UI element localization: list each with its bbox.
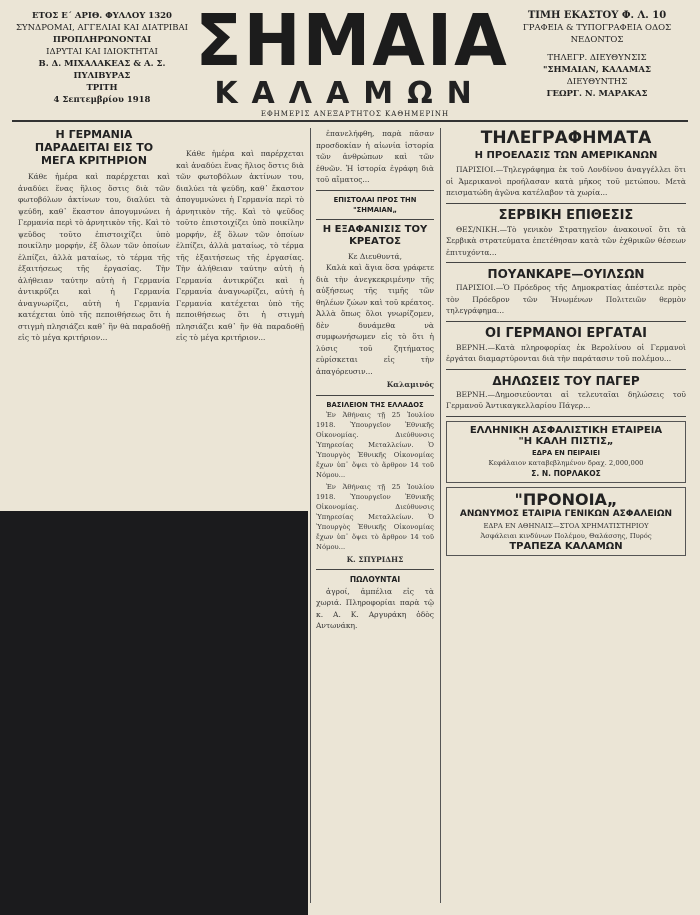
insurance-ad-1 [446,421,686,484]
column-1b [176,148,304,346]
decree-body: Ἐν Ἀθήναις τῇ 25 Ἰουλίου 1918. Ὑπουργεῖον Ἐθνικῆς Οἰκονομίας. Διεύθυνσις Ὑπηρεσίας Μεταλλείων. Ὁ Ὑπουργὸς Ἐθνικῆς Οἰκονομίας ἔχων ὑπ᾽ ὄψει τὸ ἄρθρον 14 τοῦ Νόμου... [316,410,434,479]
poincare-wilson-text: ΠΑΡΙΣΙΟΙ.—Ὁ Πρόεδρος τῆς Δημοκρατίας ἀπέστειλε πρὸς τὸν Πρόεδρον τῶν Ἡνωμένων Πολιτειῶν θερμὸν τηλεγράφημα... [446,283,686,315]
divider [446,416,686,417]
ad1-seat: ΕΔΡΑ ΕΝ ΠΕΙΡΑΙΕΙ [531,448,600,457]
ad1-title: ΕΛΛΗΝΙΚΗ ΑΣΦΑΛΙΣΤΙΚΗ ΕΤΑΙΡΕΙΑ [469,424,663,436]
minister-signature: Κ. ΣΠΥΡΙΔΗΣ [346,554,404,564]
masthead-tagline: ΕΦΗΜΕΡΙΣ ΑΝΕΞΑΡΤΗΤΟΣ ΚΑΘΗΜΕΡΙΝΗ [260,110,450,118]
letters-label: ΕΠΙΣΤΟΛΑΙ ΠΡΟΣ ΤΗΝ "ΣΗΜΑΙΑΝ„ [333,195,417,214]
ad1-capital: Κεφάλαιον καταβεβλημένον δραχ. 2,000,000 [488,458,644,467]
ad1-representative: Σ. Ν. ΠΟΡΛΑΚΟΣ [531,468,601,478]
ad2-coverage: Ἀσφάλειαι κινδύνων Πολέμου, Θαλάσσης, Πυρός [480,531,652,540]
dark-occlusion [0,511,308,915]
letter-greeting: Κε Διευθυντά, [348,251,402,261]
letter-signature: Καλαμινός [386,380,434,389]
article-headline: Η ΓΕΡΜΑΝΙΑ ΠΑΡΑΔΕΙΤΑΙ ΕΙΣ ΤΟ ΜΕΓΑ ΚΡΙΤΗΡΙΟΝ [34,128,154,167]
founders-label: ΙΔΡΥΤΑΙ ΚΑΙ ΙΔΙΟΚΤΗΤΑΙ [46,47,158,57]
insurance-ad-2 [446,487,686,556]
decree-header: ΒΑΣΙΛΕΙΟΝ ΤΗΣ ΕΛΛΑΔΟΣ [326,400,424,409]
masthead-right [504,10,690,100]
telegraph-label: ΤΗΛΕΓΡ. ΔΙΕΥΘΥΝΣΙΣ [547,53,647,63]
letter-body: Καλὰ καὶ ἅγια ὅσα γράφετε διὰ τὴν ἀνεγκεκριμένην τῆς αὐξήσεως τῆς τιμῆς τῶν θηλέων ζώων καὶ τοῦ κρέατος. Ἀλλὰ ὅπως ὅλοι γνωρίζομεν, δὲν δυνάμεθα νὰ συμφωνήσωμεν εἰς τὸ ὅτι ἡ λύσις τοῦ ζητήματος εὑρίσκεται εἰς τὴν ἀπαγόρευσιν... [316,263,434,376]
divider [316,395,434,396]
ad2-title: "ΠΡΟΝΟΙΑ„ [514,490,618,509]
payer-statements-headline: ΔΗΛΩΣΕΙΣ ΤΟΥ ΠΑΓΕΡ [492,373,640,388]
poincare-wilson-headline: ΠΟΥΑΝΚΑΡΕ—ΟΥΙΛΣΩΝ [487,267,645,281]
divider [446,369,686,370]
divider [316,219,434,220]
divider [316,190,434,191]
ad2-agent: ΤΡΑΠΕΖΑ ΚΑΛΑΜΩΝ [509,540,623,552]
divider [446,262,686,263]
serbian-attack-text: ΘΕΣ/ΝΙΚΗ.—Τὸ γενικὸν Στρατηγεῖον ἀνακοινοῖ ὅτι τὰ Σερβικὰ στρατεύματα ἐπετέθησαν κατὰ τῶν ἐχθρικῶν θέσεων ἐπιτυχόντα... [446,224,686,257]
ad1-subtitle: "Η ΚΑΛΗ ΠΙΣΤΙΣ„ [518,436,614,447]
column-2 [316,128,434,634]
divider [446,321,686,322]
masthead-subtitle: ΚΑΛΑΜΩΝ [214,76,486,111]
column-divider [310,128,311,903]
payer-statements-text: ΒΕΡΝΗ.—Δημοσιεύονται αἱ τελευταῖαι δηλώσεις τοῦ Γερμανοῦ Ἀντικαγκελλαρίου Πάγερ... [446,389,686,410]
prepaid-line: ΠΡΟΠΛΗΡΩΝΟΝΤΑΙ [52,35,152,45]
divider [316,569,434,570]
german-workers-text: ΒΕΡΝΗ.—Κατὰ πληροφορίας ἐκ Βερολίνου οἱ Γερμανοὶ ἐργάται διαμαρτύρονται διὰ τὴν παράτασιν τοῦ πολέμου... [446,342,686,363]
director-name: ΓΕΩΡΓ. Ν. ΜΑΡΑΚΑΣ [546,89,648,99]
article-body-continued: Κάθε ἡμέρα καὶ παρέρχεται καὶ ἀναδύει ἕνας ἥλιος ὅστις διὰ τῶν φωτοβόλων ἀκτίνων του, διαλύει τὰ ψεύδη, καθ᾽ ἕκαστον ἀπογυμνώνει ἡ Γερμανία περὶ τὸ ἀρνητικὸν τῆς. Καὶ τὸ ψεῦδος τοῦτο ἐπιστοιχίζει ὑπὸ ποικίλην μορφήν, ἐξ ὅλων τῶν ὁποίων ἐλπίζει, ἀλλὰ ματαίως, τὸ τέρμα τῆς ἐξαιτήσεως τῆς ἐργασίας. Τὴν ἀλήθειαν ταύτην αὐτὴ ἡ Γερμανία ἀντικρύζει καὶ ἡ Γερμανία ἀναγνωρίζει, αὐτὴ ἡ Γερμανία κατέχεται ὑπὸ τῆς πεποιθήσεως ὅτι ἡ στιγμὴ πλησιάζει καθ᾽ ἣν θὰ παραδοθῇ εἰς τὸ μέγα κριτήριον... [176,149,304,342]
german-workers-headline: ΟΙ ΓΕΡΜΑΝΟΙ ΕΡΓΑΤΑΙ [485,325,647,341]
issue-date: 4 Σεπτεμβρίου 1918 [53,95,151,105]
ad2-subtitle: ΑΝΩΝΥΜΟΣ ΕΤΑΙΡΙΑ ΓΕΝΙΚΩΝ ΑΣΦΑΛΕΙΩΝ [459,509,673,519]
article-continuation: ἐπανελήφθη, παρὰ πᾶσαν προσδοκίαν ἡ αἰωνία ἱστορία τῶν ἀνθρώπων καὶ τῶν ἐθνῶν. Ἡ ἱστορία ἐγράφη διὰ τοῦ αἵματος... [316,129,434,184]
telegraph-address: "ΣΗΜΑΙΑΝ, ΚΑΛΑΜΑΣ [543,65,651,75]
subscriptions-line: ΣΥΝΔΡΟΜΑΙ, ΑΓΓΕΛΙΑΙ ΚΑΙ ΔΙΑΤΡΙΒΑΙ [16,23,188,33]
american-advance-headline: Η ΠΡΟΕΛΑΣΙΣ ΤΩΝ ΑΜΕΡΙΚΑΝΩΝ [474,150,658,161]
american-advance-text: ΠΑΡΙΣΙΟΙ.—Τηλεγράφημα ἐκ τοῦ Λονδίνου ἀναγγέλλει ὅτι οἱ Ἀμερικανοὶ προήλασαν κατὰ μῆκος τοῦ μετώπου. Μετὰ πεισματώδη ἀγῶνα κατέλαβον τὰ χωρία... [446,165,686,197]
column-divider [440,128,441,903]
director-label: ΔΙΕΥΘΥΝΤΗΣ [566,77,628,87]
founders-names: Β. Δ. ΜΙΧΑΛΑΚΕΑΣ & Α. Σ. ΠΥΛΙΒΥΡΑΣ [38,59,166,81]
masthead-title: ΣΗΜΑΙΑ [195,0,509,83]
issue-line: ΕΤΟΣ Ε΄ ΑΡΙΘ. ΦΥΛΛΟΥ 1320 [32,11,172,21]
meat-headline: Η ΕΞΑΦΑΝΙΣΙΣ ΤΟΥ ΚΡΕΑΤΟΣ [322,223,428,247]
ad2-seat: ΕΔΡΑ ΕΝ ΑΘΗΝΑΙΣ—ΣΤΟΑ ΧΡΗΜΑΤΙΣΤΗΡΙΟΥ [483,521,649,530]
notice-head: ΠΩΛΟΥΝΤΑΙ [349,575,401,584]
price-line: ΤΙΜΗ ΕΚΑΣΤΟΥ Φ. Λ. 10 [527,10,667,21]
decree-body-continued: Ἐν Ἀθήναις τῇ 25 Ἰουλίου 1918. Ὑπουργεῖον Ἐθνικῆς Οἰκονομίας. Διεύθυνσις Ὑπηρεσίας Μεταλλείων. Ὁ Ὑπουργὸς Ἐθνικῆς Οἰκονομίας ἔχων ὑπ᾽ ὄψει τὸ ἄρθρον 14 τοῦ Νόμου... [316,482,434,551]
notice-body: ἀγροί, ἀμπέλια εἰς τὰ χωριά. Πληροφορίαι παρὰ τῷ κ. Α. Κ. Αργυράκη ὁδὸς Αντωνάκη. [316,586,434,630]
column-1 [18,128,170,346]
masthead-left [14,10,190,106]
serbian-attack-headline: ΣΕΡΒΙΚΗ ΕΠΙΘΕΣΙΣ [498,207,634,223]
offices-line: ΓΡΑΦΕΙΑ & ΤΥΠΟΓΡΑΦΕΙΑ ΟΔΟΣ ΝΕΔΟΝΤΟΣ [522,23,672,45]
masthead-rule [12,120,688,122]
divider [446,203,686,204]
weekday: ΤΡΙΤΗ [86,83,118,93]
column-3 [446,128,686,556]
article-body: Κάθε ἡμέρα καὶ παρέρχεται καὶ ἀναδύει ἕνας ἥλιος ὅστις διὰ τῶν φωτοβόλων ἀκτίνων του, διαλύει τὰ ψεύδη, καθ᾽ ἕκαστον ἀπογυμνώνει ἡ Γερμανία περὶ τὸ ἀρνητικὸν τῆς. Καὶ τὸ ψεῦδος τοῦτο ἐπιστοιχίζει ὑπὸ ποικίλην μορφήν, ἐξ ὅλων τῶν ὁποίων ἐλπίζει, ἀλλὰ ματαίως, τὸ τέρμα τῆς ἐξαιτήσεως τῆς ἐργασίας. Τὴν ἀλήθειαν ταύτην αὐτὴ ἡ Γερμανία ἀντικρύζει καὶ ἡ Γερμανία ἀναγνωρίζει, αὐτὴ ἡ Γερμανία κατέχεται ὑπὸ τῆς πεποιθήσεως ὅτι ἡ στιγμὴ πλησιάζει καθ᾽ ἣν θὰ παραδοθῇ εἰς τὸ μέγα κριτήριον... [18,172,171,342]
telegrams-banner: ΤΗΛΕΓΡΑΦΗΜΑΤΑ [480,128,652,148]
